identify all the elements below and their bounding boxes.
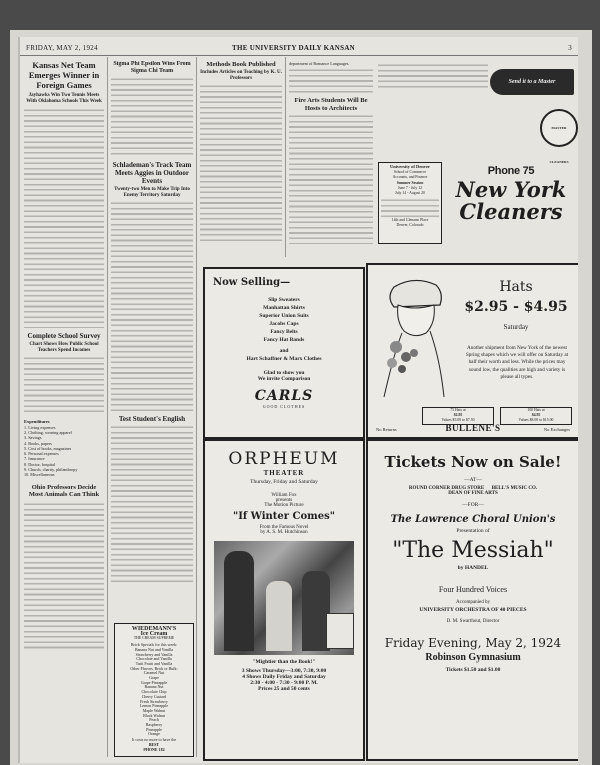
list-item: Brick Specials for this week: xyxy=(130,642,178,648)
list-item: Superior Union Suits xyxy=(259,313,309,319)
list-item: Chocolate and Vanilla xyxy=(136,656,172,662)
masthead-date: FRIDAY, MAY 2, 1924 xyxy=(26,44,98,52)
article-text xyxy=(24,502,104,652)
list-item: Caramel Nut xyxy=(143,670,165,676)
phone-number: Phone 75 xyxy=(487,165,535,177)
list-item: 2. Clothing, wearing apparel xyxy=(24,429,72,435)
denver-line: Summer Session xyxy=(396,181,424,186)
article-text xyxy=(200,84,282,244)
article-text xyxy=(111,77,193,157)
choral-union: The Lawrence Choral Union's xyxy=(390,514,556,525)
headline-methods-book: Methods Book Published xyxy=(206,61,276,68)
bullene-hats-ad xyxy=(366,263,578,439)
list-item: Maple Walnut xyxy=(142,707,166,713)
list-item: Banana Nut and Vanilla xyxy=(134,646,174,652)
article-lead: department of Romance Languages. xyxy=(289,61,350,66)
shows-thursday: 3 Shows Thursday—3:00, 7:30, 9:00 xyxy=(241,668,327,674)
column-1 xyxy=(24,61,104,751)
column-3 xyxy=(200,61,282,257)
list-item: Slip Sweaters xyxy=(268,297,300,303)
film-author: by A. S. M. Hutchinson xyxy=(260,530,308,535)
denver-line: June 7 - July 12 xyxy=(397,186,423,191)
wiedemann-phone: PHONE 182 xyxy=(143,746,165,752)
master-cleaners-seal: MASTER CLEANERS xyxy=(540,109,578,147)
masthead xyxy=(20,41,578,56)
column-rule xyxy=(196,267,197,757)
accompanied-text: Accompanied by xyxy=(455,600,491,605)
list-item: Fresh Strawberry xyxy=(140,698,168,704)
orpheum-presents: presents xyxy=(275,498,293,503)
list-item: Tutti Frutti and Vanilla xyxy=(135,660,173,666)
subhead-school-survey: Chart Shows How Public School Teachers Spend Incomes xyxy=(29,342,99,354)
denver-line: July 14 - August 20 xyxy=(395,190,425,195)
newspaper-page xyxy=(18,37,578,763)
orpheum-motion-picture: The Motion Picture xyxy=(264,503,304,508)
hats-description: Another shipment from New York of the newest Spring shapes which we will offer on Saturday at half their worth and less. While the prices may sound low, the qualities are high and variety is please all types. xyxy=(465,345,569,380)
wiedemann-tagline: THE CREAM SUPREME xyxy=(133,636,175,641)
list-item: Peach xyxy=(149,717,159,723)
subhead-track-team: Twenty-two Men to Make Trip Into Enemy Territory Saturday xyxy=(114,186,190,198)
hats-title: Hats xyxy=(499,279,533,295)
box-price: $2.95 xyxy=(453,413,463,417)
box-line: Values $8.00 to $15.00 xyxy=(518,418,554,422)
orpheum-theater: THEATER xyxy=(263,469,305,477)
wiedemann-best: BEST xyxy=(148,741,160,747)
at-text: —AT— xyxy=(464,477,482,483)
list-item: 3. Savings xyxy=(24,435,42,441)
list-item: 5. Cost of books, magazines xyxy=(24,445,72,451)
column-rule xyxy=(196,57,197,267)
headline-school-survey: Complete School Survey xyxy=(27,332,101,341)
mighty-tagline: "Mightier than the Book!" xyxy=(252,659,316,665)
list-item: Pineapple xyxy=(146,726,162,732)
list-item: Cherry Custard xyxy=(141,693,167,699)
ticket-price: Tickets $1.50 and $1.00 xyxy=(445,667,501,673)
wiedemann-ad xyxy=(114,623,194,757)
shows-times: 2:30 - 4:00 - 7:30 - 9:00 P. M. xyxy=(250,680,318,686)
orpheum-days: Thursday, Friday and Saturday xyxy=(250,479,318,485)
film-still-photo xyxy=(214,541,354,655)
denver-line: 14th and Glenarm Place xyxy=(391,217,429,222)
wiedemann-footer: It costs no more to have the xyxy=(131,737,177,743)
list-item: 10. Miscellaneous xyxy=(24,472,55,478)
glad-text: Glad to show you xyxy=(263,370,305,376)
denver-line: Denver, Colorado xyxy=(396,222,424,227)
headline-track-team: Schlademan's Track Team Meets Aggies in Outdoor Events xyxy=(112,160,192,185)
denver-line: School of Commerce xyxy=(393,169,427,174)
list-item: Lemon Pineapple xyxy=(139,703,169,709)
director-text: D. M. Swarthout, Director xyxy=(446,619,500,624)
article-text xyxy=(381,198,439,218)
shows-weekend: 4 Shows Daily Friday and Saturday xyxy=(242,674,326,680)
handel-credit: by HANDEL xyxy=(457,565,489,571)
list-item: 6. Personal expenses xyxy=(24,451,59,457)
expenditures-title: Expenditures xyxy=(24,419,50,425)
now-selling-list xyxy=(205,296,363,344)
column-rule xyxy=(107,57,108,757)
headline-ohio-professors: Ohio Professors Decide Most Animals Can Think xyxy=(28,483,100,499)
article-text xyxy=(289,68,373,94)
orpheum-presenter: William Fox xyxy=(271,493,297,498)
list-item: 8. Doctor, hospital xyxy=(24,461,56,467)
ticket-locations: ROUND CORNER DRUG STORE BELL'S MUSIC CO. xyxy=(408,486,538,491)
invite-text: We invite Comparison xyxy=(257,376,311,382)
cleaners-name-1: New York xyxy=(455,177,567,202)
presentation-text: Presentation of xyxy=(456,528,490,534)
tickets-title: Tickets Now on Sale! xyxy=(384,453,562,471)
ticket-prices: Prices 25 and 50 cents xyxy=(258,686,310,692)
column-rule xyxy=(285,57,286,257)
wiedemann-title: WIEDEMANN'S xyxy=(131,626,177,632)
masthead-title: THE UNIVERSITY DAILY KANSAN xyxy=(232,44,356,52)
box-price: $4.95 xyxy=(531,413,541,417)
list-item: Banana Nut xyxy=(144,684,164,690)
list-item: Fancy Belts xyxy=(270,329,298,335)
list-item: Raspberry xyxy=(145,722,163,728)
list-item: Manhattan Shirts xyxy=(263,305,305,311)
box-line: 75 Hats at xyxy=(450,408,466,412)
headline-net-team: Kansas Net Team Emerges Winner in Foreign Games xyxy=(28,61,100,90)
orchestra-text: UNIVERSITY ORCHESTRA OF 40 PIECES xyxy=(419,607,527,613)
list-item: 9. Church, charity, philanthropy xyxy=(24,467,78,473)
article-text xyxy=(111,425,193,585)
box-line: Values $5.00 to $7.50 xyxy=(441,418,475,422)
list-item: 1. Living expenses xyxy=(24,424,56,430)
list-item: Chocolate Chip xyxy=(141,689,167,695)
hats-price: $2.95 - $4.95 xyxy=(464,299,568,315)
list-item: 7. Insurance xyxy=(24,456,45,462)
orpheum-name: ORPHEUM xyxy=(228,449,340,469)
now-selling-title: Now Selling— xyxy=(213,277,291,288)
page-number: 3 xyxy=(568,44,572,52)
messiah-tickets-ad xyxy=(366,439,578,761)
cleaners-name-2: Cleaners xyxy=(459,199,563,224)
list-item: Other Flavors, Brick or Bulk: xyxy=(130,665,178,671)
subhead-net-team: Jayhawks Win Two Tennis Meets With Oklahoma Schools This Week xyxy=(26,93,102,105)
list-item: Black Walnut xyxy=(143,712,165,718)
article-text xyxy=(111,201,193,411)
messiah-title: "The Messiah" xyxy=(392,538,554,563)
subhead-methods-book: Includes Articles on Teaching by K. U. Professors xyxy=(200,70,282,82)
ticket-dean: DEAN OF FINE ARTS xyxy=(448,491,498,496)
list-item: Strawberry and Vanilla xyxy=(135,651,173,657)
headline-fire-arts: Fire Arts Students Will Be Hosts to Architects xyxy=(294,97,368,112)
list-item: 4. Books, papers xyxy=(24,440,52,446)
wiedemann-sub: Ice Cream xyxy=(140,630,168,637)
film-source: From the Famous Novel xyxy=(259,525,309,530)
woman-hat-illustration xyxy=(374,273,454,397)
list-item: Jacobs Caps xyxy=(269,321,299,327)
for-text: —FOR— xyxy=(462,502,484,508)
headline-sigma-phi: Sigma Phi Epsilon Wins From Sigma Chi Team xyxy=(113,61,191,74)
article-text xyxy=(24,108,104,328)
headline-english-test: Test Student's English xyxy=(118,414,186,423)
column-4 xyxy=(289,61,373,257)
no-exchanges: No Exchanges xyxy=(543,427,570,432)
box-line: 100 Hats at xyxy=(527,408,545,412)
and-text: and xyxy=(279,348,289,354)
denver-line: Accounts, and Finance xyxy=(392,174,428,179)
list-item: Fancy Hat Bands xyxy=(263,337,305,343)
new-york-cleaners-ad xyxy=(448,165,574,245)
flavor-list xyxy=(115,643,193,737)
list-item: Grape xyxy=(149,675,159,681)
article-text xyxy=(378,63,488,89)
brand-text: Hart Schaffner & Marx Clothes xyxy=(246,356,322,362)
voices-text: Four Hundred Voices xyxy=(438,585,508,594)
carls-logo: CARLS xyxy=(254,388,314,404)
send-to-master-banner: Send it to a Master xyxy=(490,69,574,95)
carls-logo-sub: GOOD CLOTHES xyxy=(262,404,306,409)
denver-title: University of Denver xyxy=(390,164,430,169)
no-returns: No Returns xyxy=(376,427,397,432)
article-text xyxy=(24,356,104,416)
concert-date: Friday Evening, May 2, 1924 xyxy=(384,636,562,650)
list-item: Grape Pineapple xyxy=(140,679,168,685)
film-title: "If Winter Comes" xyxy=(233,511,335,522)
now-selling-ad xyxy=(203,267,365,439)
hats-day: Saturday xyxy=(503,323,529,331)
list-item: Orange xyxy=(148,731,160,737)
article-text xyxy=(289,114,373,244)
expenditures-list xyxy=(24,425,104,478)
bullenes-logo: BULLENE'S xyxy=(445,423,501,433)
concert-place: Robinson Gymnasium xyxy=(425,652,521,663)
university-denver-ad xyxy=(378,162,442,244)
orpheum-ad xyxy=(203,439,365,761)
